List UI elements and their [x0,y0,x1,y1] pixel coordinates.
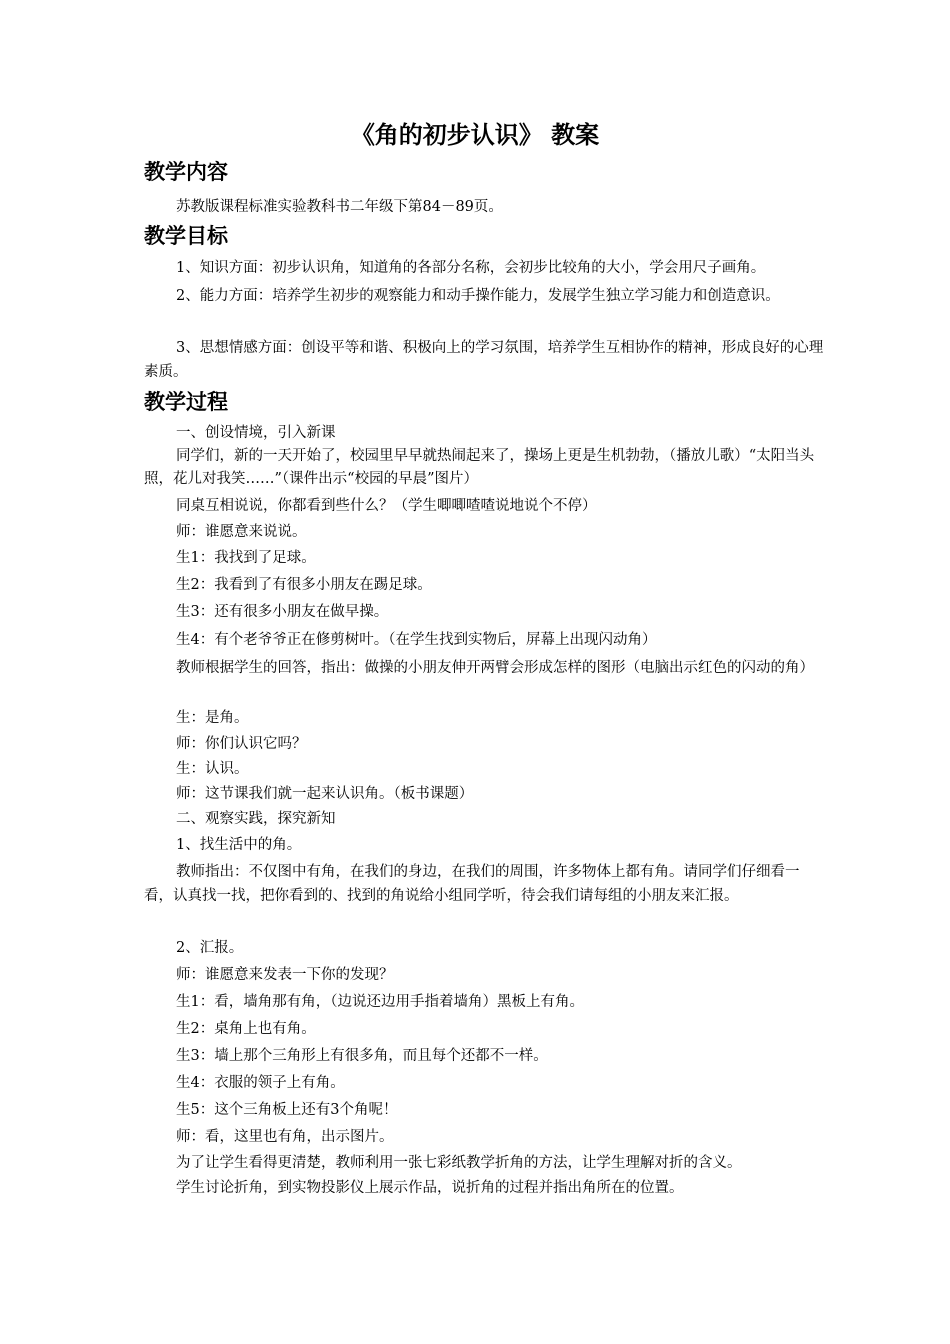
process-line: 生3：还有很多小朋友在做早操。 [176,604,389,620]
process-line: 教师根据学生的回答，指出：做操的小朋友伸开两臂会形成怎样的图形（电脑出示红色的闪动的角） [176,660,814,676]
process-line: 1、找生活中的角。 [176,837,302,853]
process-line: 生1：我找到了足球。 [176,550,316,566]
process-line: 2、汇报。 [176,940,244,956]
process-line: 生2：桌角上也有角。 [176,1021,316,1037]
process-line: 生：是角。 [176,710,249,726]
process-line: 二、观察实践，探究新知 [176,811,336,827]
section-heading-process: 教学过程 [144,389,228,414]
process-line: 师：谁愿意来说说。 [176,524,307,540]
goal-item: 1、知识方面：初步认识角，知道角的各部分名称，会初步比较角的大小，学会用尺子画角。 [176,260,766,276]
process-line: 师：这节课我们就一起来认识角。（板书课题） [176,786,474,802]
process-line: 教师指出：不仅图中有角，在我们的身边，在我们的周围，许多物体上都有角。请同学们仔细看一看，认真找一找，把你看到的、找到的角说给小组同学听，待会我们请每组的小朋友来汇报。 [144,864,800,904]
process-line: 生2：我看到了有很多小朋友在踢足球。 [176,577,432,593]
process-line: 师：谁愿意来发表一下你的发现？ [176,967,394,983]
content-text: 苏教版课程标准实验教科书二年级下第84－89页。 [176,199,503,215]
process-line: 为了让学生看得更清楚，教师利用一张七彩纸教学折角的方法，让学生理解对折的含义。 [176,1155,742,1171]
goal-item: 2、能力方面：培养学生初步的观察能力和动手操作能力，发展学生独立学习能力和创造意识。 [176,288,780,304]
process-line: 生1：看，墙角那有角，（边说还边用手指着墙角）黑板上有角。 [176,994,584,1010]
process-line: 生4：有个老爷爷正在修剪树叶。（在学生找到实物后，屏幕上出现闪动角） [176,632,657,648]
process-line: 师：看，这里也有角，出示图片。 [176,1129,394,1145]
process-line: 师：你们认识它吗？ [176,736,307,752]
process-line: 学生讨论折角，到实物投影仪上展示作品，说折角的过程并指出角所在的位置。 [176,1180,684,1196]
process-line: 同桌互相说说，你都看到些什么？（学生唧唧喳喳说地说个不停） [176,498,597,514]
process-line: 生4：衣服的领子上有角。 [176,1075,345,1091]
process-line: 生3：墙上那个三角形上有很多角，而且每个还都不一样。 [176,1048,548,1064]
process-line: 一、创设情境，引入新课 [176,425,336,441]
document-title: 《角的初步认识》 教案 [350,120,600,149]
section-heading-content: 教学内容 [144,159,228,184]
section-heading-goals: 教学目标 [144,223,228,248]
process-line: 生5：这个三角板上还有3个角呢！ [176,1102,398,1118]
goal-item: 3、思想情感方面：创设平等和谐、积极向上的学习氛围，培养学生互相协作的精神，形成良好的心理素质。 [144,340,824,380]
process-line: 生：认识。 [176,761,249,777]
process-line: 同学们，新的一天开始了，校园里早早就热闹起来了，操场上更是生机勃勃，（播放儿歌）“太阳当头照，花儿对我笑……”（课件出示“校园的早晨”图片） [144,448,815,487]
